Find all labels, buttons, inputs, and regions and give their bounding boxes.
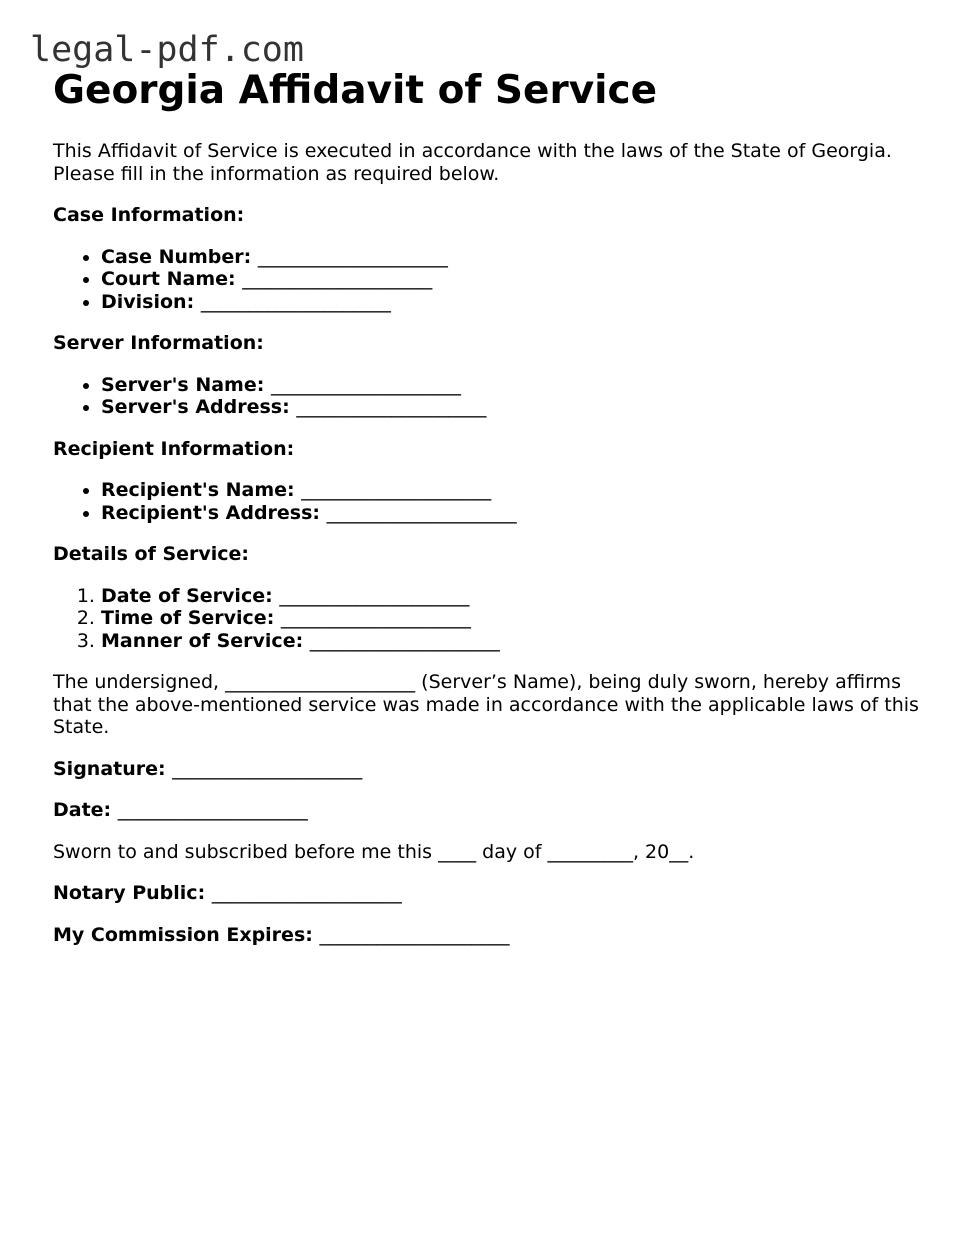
recipient-information-heading: Recipient Information: [53, 437, 295, 460]
list-item: • Case Number: ____________________ [101, 246, 933, 269]
list-item: • Division: ____________________ [101, 291, 933, 314]
recipient-information-list [53, 479, 933, 524]
blank-line: ____________________ [172, 757, 363, 780]
list-item: 2. Time of Service: ____________________ [101, 607, 933, 630]
blank-line: ____________________ [211, 882, 402, 904]
commission-expires-line: My Commission Expires: ____________________ [53, 923, 510, 946]
blank-line: ____________________ [301, 479, 492, 501]
page-title: Georgia Affidavit of Service [53, 68, 658, 113]
blank-line: ____________________ [200, 290, 391, 313]
watermark-logo: legal-pdf.com [30, 30, 304, 70]
blank-line: ____________________ [270, 373, 461, 396]
case-information-heading: Case Information: [53, 204, 245, 226]
document-page [53, 68, 933, 946]
signature-line: Signature: ____________________ [53, 757, 363, 780]
blank-line: ____________________ [326, 501, 517, 524]
sworn-statement: Sworn to and subscribed before me this ____ day of _________, 20__. [53, 840, 695, 863]
date-line: Date: ____________________ [53, 799, 308, 821]
server-information-list [53, 374, 933, 419]
blank-line: ____________________ [279, 584, 470, 607]
list-item: 3. Manner of Service: ____________________ [101, 630, 933, 653]
details-of-service-heading: Details of Service: [53, 543, 250, 565]
blank-line: ____________________ [296, 396, 487, 418]
affirmation-paragraph: The undersigned, ____________________ (Server’s Name), being duly sworn, hereby affirms that the above-mentioned service was made in accordance with the applicable laws of this State. [53, 671, 919, 738]
server-information-heading: Server Information: [53, 332, 264, 354]
list-item: • Server's Name: ____________________ [101, 374, 933, 397]
blank-line: ____________________ [319, 923, 510, 946]
blank-line: ____________________ [117, 799, 308, 821]
notary-public-line: Notary Public: ____________________ [53, 882, 402, 904]
blank-line: ____________________ [242, 268, 433, 290]
list-item: • Court Name: ____________________ [101, 268, 933, 291]
list-item: • Server's Address: ____________________ [101, 396, 933, 419]
blank-line: ____________________ [309, 629, 500, 652]
blank-line: ____________________ [257, 245, 448, 268]
blank-line: ____________________ [280, 607, 471, 629]
list-item: 1. Date of Service: ____________________ [101, 585, 933, 608]
list-item: • Recipient's Name: ____________________ [101, 479, 933, 502]
intro-paragraph: This Affidavit of Service is executed in accordance with the laws of the State of Georgia. Please fill in the information as required below. [53, 140, 892, 185]
details-of-service-list [53, 585, 933, 653]
case-information-list [53, 246, 933, 314]
list-item: • Recipient's Address: ____________________ [101, 502, 933, 525]
